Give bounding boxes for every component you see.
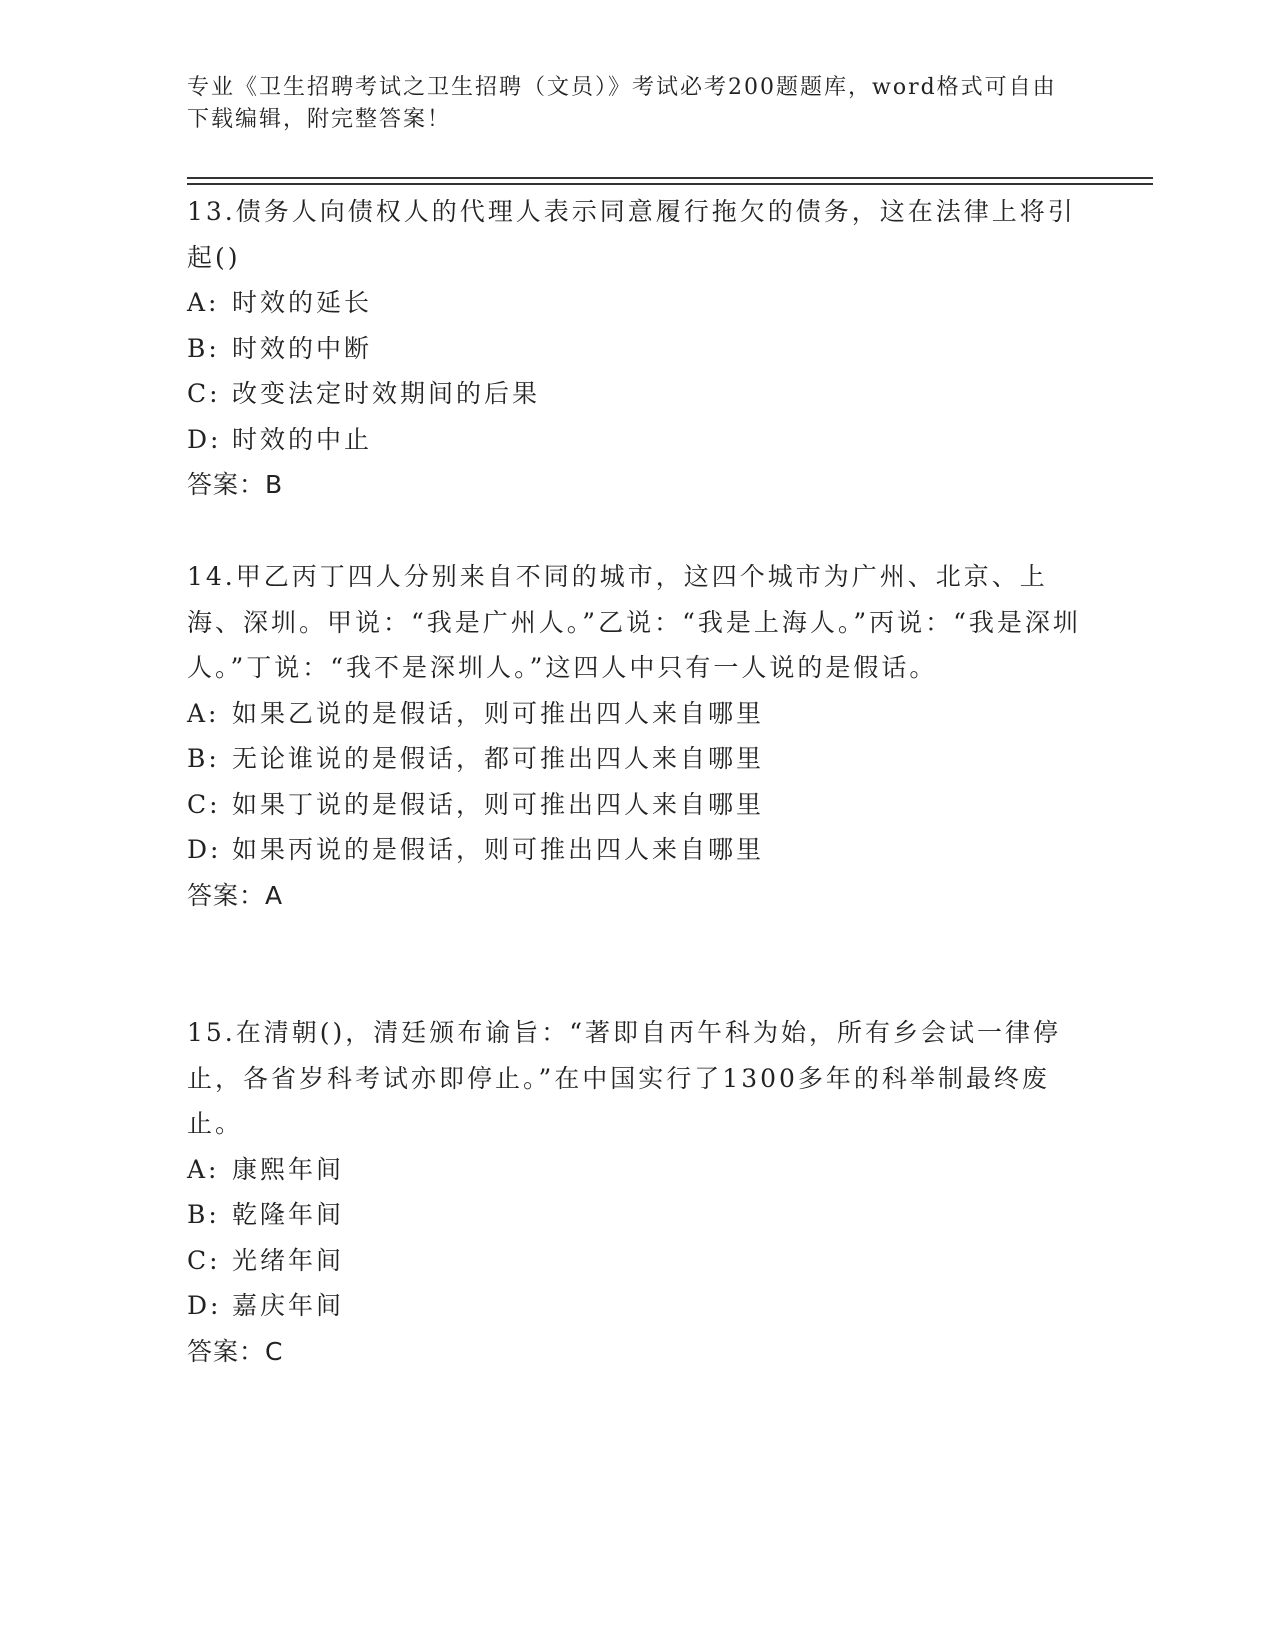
option-text: 乾隆年间 [232, 1200, 345, 1229]
option-c [187, 782, 1087, 828]
option-b [187, 326, 1087, 372]
option-key: A: [187, 288, 220, 317]
option-text: 无论谁说的是假话，都可推出四人来自哪里 [232, 744, 765, 773]
option-key: C: [187, 379, 221, 408]
option-a [187, 1147, 1087, 1193]
question-15 [187, 1010, 1087, 1375]
option-b [187, 1192, 1087, 1238]
option-b [187, 736, 1087, 782]
option-d [187, 827, 1087, 873]
option-key: D: [187, 835, 222, 864]
option-d [187, 1283, 1087, 1329]
option-text: 康熙年间 [232, 1154, 345, 1184]
option-key: A: [187, 698, 220, 728]
option-text: 时效的中止 [232, 424, 373, 454]
question-text: 14.甲乙丙丁四人分别来自不同的城市，这四个城市为广州、北京、上海、深圳。甲说：“我是广州人。”乙说：“我是上海人。”丙说：“我是深圳人。”丁说：“我不是深圳人。”这四人中只有一人说的是假话。 [187, 562, 1081, 682]
option-key: C: [187, 1245, 221, 1275]
option-c [187, 1238, 1087, 1284]
header-divider-top [187, 177, 1153, 179]
option-key: A: [187, 1154, 220, 1184]
option-text: 如果丙说的是假话，则可推出四人来自哪里 [232, 835, 765, 864]
option-a [187, 280, 1087, 326]
option-key: C: [187, 789, 221, 819]
question-text: 15.在清朝()，清廷颁布谕旨：“著即自丙午科为始，所有乡会试一律停止，各省岁科考试亦即停止。”在中国实行了1300多年的科举制最终废止。 [187, 1018, 1062, 1138]
question-text: 13.债务人向债权人的代理人表示同意履行拖欠的债务，这在法律上将引起() [187, 197, 1076, 272]
option-text: 时效的中断 [232, 333, 373, 363]
option-c [187, 371, 1087, 417]
question-14 [187, 554, 1087, 919]
answer: 答案：A [187, 880, 284, 910]
option-key: D: [187, 424, 222, 454]
option-key: B: [187, 744, 220, 773]
answer: 答案：B [187, 470, 284, 499]
document-header: 专业《卫生招聘考试之卫生招聘（文员）》考试必考200题题库，word格式可自由下载编辑，附完整答案！ [187, 75, 1057, 132]
option-text: 改变法定时效期间的后果 [232, 379, 541, 408]
question-13 [187, 189, 1087, 508]
option-text: 如果丁说的是假话，则可推出四人来自哪里 [232, 789, 765, 819]
option-text: 嘉庆年间 [232, 1291, 345, 1320]
option-key: D: [187, 1291, 222, 1320]
option-key: B: [187, 333, 220, 363]
option-key: B: [187, 1200, 220, 1229]
option-text: 如果乙说的是假话，则可推出四人来自哪里 [232, 698, 765, 728]
header-divider-bottom [187, 183, 1153, 185]
option-text: 时效的延长 [232, 288, 373, 317]
answer: 答案：C [187, 1336, 284, 1366]
option-a [187, 691, 1087, 737]
option-text: 光绪年间 [232, 1245, 345, 1275]
option-d [187, 417, 1087, 463]
